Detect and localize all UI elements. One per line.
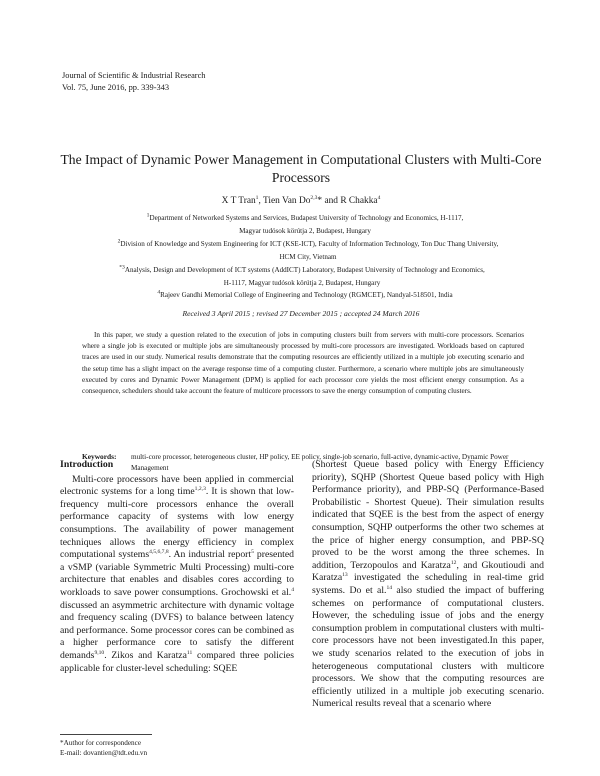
affiliation-line: HCM City, Vietnam — [279, 252, 337, 261]
affiliation-mark: 1 — [146, 212, 150, 219]
received-dates: Received 3 April 2015 ; revised 27 December 2015 ; accepted 24 March 2016 — [182, 309, 420, 318]
author-name: R Chakka — [340, 196, 378, 206]
affiliation-line: Department of Networked Systems and Services, Budapest University of Technology and Economics, H-1117, — [149, 214, 464, 222]
corresponding-author-mark: * — [317, 196, 323, 206]
footnote-rule — [60, 734, 152, 735]
affiliation-mark: 2 — [117, 238, 121, 245]
citation: 1,2,3 — [194, 485, 206, 492]
author-separator: and — [322, 196, 341, 206]
affiliation-line: H-1117, Magyar tudósok körútja 2, Budapest, Hungary — [223, 278, 381, 287]
citation: 5 — [251, 548, 254, 555]
journal-volume: Vol. 75, June 2016, pp. 339-343 — [62, 83, 170, 92]
footnote-email: E-mail: dovantien@tdt.edu.vn — [60, 749, 148, 757]
body-column-right — [312, 459, 544, 711]
footnote — [60, 738, 147, 758]
body-paragraph: Multi-core processors have been applied in commercial electronic systems for a long time$^{1,2,3}$. It is shown that low-frequency multi-core processors enhance the overall performance capacity of systems with low energy consumptions. The availability of power management techniques allows the energy efficiency in complex computational systems$^{4,5,6,7,8}$. An industrial report$^5$ presented a vSMP (variable Symmetric Multi Processing) multi-core architecture that enables and disables cores according to workloads to save power consumptions. Grochowski et al.$^4$ discussed an asymmetric architecture with dynamic voltage and frequency scaling (DVFS) to balance between latency and performance. Some processor cores can be combined as a higher performance core to satisfy the different demands$^{9,10}$. Zikos and Karatza$^{11}$ compared three policies applicable for cluster-level scheduling: SQEE — [60, 473, 294, 674]
citation: 12 — [450, 559, 457, 566]
abstract: In this paper, we study a question related to the execution of jobs in computing clusters built from servers with multi-core processors. Scenarios where a single job is executed or multiple jobs are simultaneously processed by multi-core processors are investigated. Workloads based on captured traces are used in our study. Numerical results demonstrate that the computing resources are efficiently utilized in a multiple job executing scenario and the setup time has a slight impact on the average response time of a computing cluster. Furthermore, a scenario where multiple jobs are simultaneously executed by cores and Dynamic Power Management (DPM) is applied for each processor core yields the most efficient energy consumption. As a consequence, schedulers should take account the feature of multicore processors to save the energy consumption of computing clusters. — [82, 331, 524, 396]
keywords-label: Keywords: — [82, 452, 117, 461]
author-name: Tien Van Do — [263, 196, 311, 206]
citation: 11 — [186, 649, 193, 656]
affiliation — [102, 264, 502, 289]
journal-header — [62, 70, 206, 94]
journal-name: Journal of Scientific & Industrial Research — [62, 71, 206, 80]
body-paragraph: (Shortest Queue based policy with Energy Efficiency priority), SQHP (Shortest Queue based policy with High Performance priority), and PBP-SQ (Performance-Based Probabilistic - Shortest Queue). Their simulation results indicated that SQEE is the best from the aspect of energy consumption, SQHP outperforms the other two schemes at the price of higher energy consumption, and PBP-SQ proved to be the worst among the three schemes. In addition, Terzopoulos and Karatza$^{12}$, and Gkoutioudi and Karatza$^{13}$ investigated the scheduling in real-time grid systems. Do et al.$^{14}$ also studied the impact of buffering schemes on performance of computational clusters. However, the scheduling issue of jobs and the energy consumption problem in computational clusters with multi-core processors have not been investigated.In this paper, we study scenarios related to the execution of jobs in heterogeneous computational clusters with multicore processors. We show that the computing resources are efficiently utilized in a multiple job executing scenario. Numerical results reveal that a scenario where — [312, 459, 544, 710]
affiliation-line: Division of Knowledge and System Engineering for ICT (KSE-ICT), Faculty of Information Technology, Ton Duc Thang University, — [120, 240, 499, 248]
footnote-correspondence: *Author for correspondence — [60, 739, 142, 747]
affiliation — [96, 238, 520, 263]
citation: 9,10 — [94, 649, 105, 656]
affiliation — [95, 212, 515, 237]
affiliation-mark: 4 — [157, 289, 161, 296]
author-name: X T Tran — [221, 196, 256, 206]
affiliation-line: Magyar tudósok körútja 2, Budapest, Hungary — [239, 226, 371, 235]
citation: 13 — [342, 572, 348, 579]
author-affiliation-mark: 1 — [255, 194, 259, 201]
author-affiliation-mark: 2,3 — [310, 194, 318, 201]
affiliation-line: Analysis, Design and Development of ICT systems (AddICT) Laboratory, Budapest University of Technology and Economics, — [124, 266, 485, 274]
body-column-left — [60, 459, 294, 675]
section-heading: Introduction — [60, 459, 114, 470]
author-affiliation-mark: 4 — [377, 194, 381, 201]
citation: 14 — [386, 584, 393, 591]
citation: 4,5,6,7,8 — [149, 548, 169, 555]
author-separator: , — [258, 196, 263, 206]
affiliation-mark: *3 — [119, 264, 125, 271]
citation: 4 — [291, 586, 294, 593]
affiliation-line: Rajeev Gandhi Memorial College of Engineering and Technology (RGMCET), Nandyal-518501, India — [160, 291, 453, 299]
keywords-text: multi-core processor, heterogeneous cluster, HP policy, EE policy, single-job scenario, full-active, dynamic-active, Dynamic Power Management — [131, 453, 509, 472]
affiliation — [120, 289, 490, 302]
paper-title: The Impact of Dynamic Power Management in Computational Clusters with Multi-Core Processors — [60, 152, 542, 185]
author-list — [60, 196, 542, 206]
